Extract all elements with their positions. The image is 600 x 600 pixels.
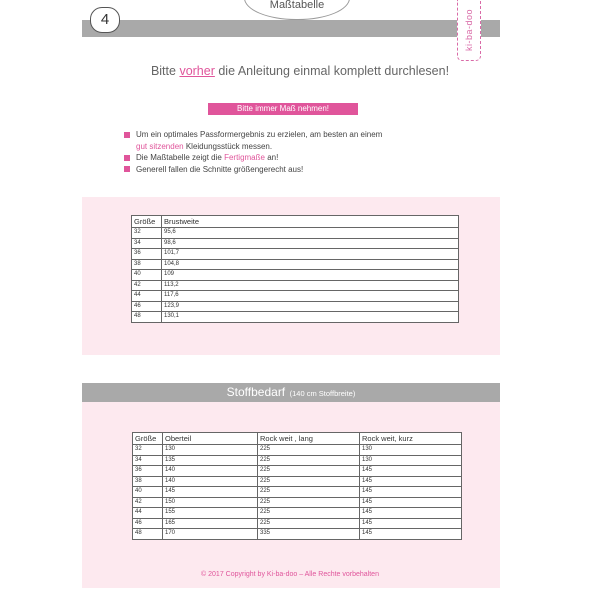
table-cell: 170 [163, 529, 258, 540]
table-cell: 46 [133, 518, 163, 529]
table-cell: 145 [360, 508, 462, 519]
table-row [132, 270, 459, 281]
table-cell: 225 [258, 518, 360, 529]
column-header: Brustweite [162, 216, 459, 228]
table-row [132, 259, 459, 270]
table-cell: 225 [258, 487, 360, 498]
bullet-text: Kleidungsstück messen. [185, 141, 273, 151]
table-cell: 48 [133, 529, 163, 540]
table-row [133, 455, 462, 466]
bullet-highlight: gut sitzenden [136, 141, 184, 151]
table-cell: 36 [132, 249, 162, 260]
table-cell: 150 [163, 497, 258, 508]
info-bullets [124, 129, 464, 175]
table-header-row [133, 433, 462, 445]
intro-emphasis: vorher [179, 64, 215, 78]
fabric-section-subtitle: (140 cm Stoffbreite) [289, 389, 356, 398]
table-cell: 135 [163, 455, 258, 466]
table-cell: 40 [132, 270, 162, 281]
column-header: Oberteil [163, 433, 258, 445]
column-header: Größe [133, 433, 163, 445]
table-cell: 335 [258, 529, 360, 540]
table-header-row [132, 216, 459, 228]
table-row [133, 497, 462, 508]
pink-square-icon [124, 132, 130, 138]
table-cell: 38 [132, 259, 162, 270]
table-row [133, 466, 462, 477]
table-cell: 98,6 [162, 238, 459, 249]
table-row [133, 529, 462, 540]
brand-logo [457, 0, 481, 61]
brand-name: ki-ba-doo [464, 8, 474, 52]
table-cell: 38 [133, 476, 163, 487]
pink-square-icon [124, 166, 130, 172]
table-cell: 145 [360, 529, 462, 540]
table-cell: 225 [258, 466, 360, 477]
table-cell: 32 [132, 228, 162, 239]
table-cell: 130 [360, 445, 462, 456]
table-cell: 34 [133, 455, 163, 466]
table-cell: 32 [133, 445, 163, 456]
table-cell: 40 [133, 487, 163, 498]
table-cell: 145 [360, 487, 462, 498]
table-cell: 95,6 [162, 228, 459, 239]
intro-suffix: die Anleitung einmal komplett durchlesen! [218, 64, 450, 78]
table-cell: 36 [133, 466, 163, 477]
header-bar [82, 20, 500, 37]
intro-prefix: Bitte [150, 64, 176, 78]
page-title: Maßtabelle [269, 0, 325, 11]
table-row [132, 249, 459, 260]
table-cell: 225 [258, 476, 360, 487]
page-number: 4 [90, 7, 120, 33]
list-item [124, 152, 464, 164]
column-header: Rock weit , lang [258, 433, 360, 445]
table-cell: 225 [258, 497, 360, 508]
bullet-text: Generell fallen die Schnitte größengerecht aus! [136, 164, 304, 174]
column-header: Größe [132, 216, 162, 228]
table-cell: 225 [258, 455, 360, 466]
table-cell: 44 [133, 508, 163, 519]
bullet-text: Die Maßtabelle zeigt die [136, 153, 222, 162]
table-cell: 155 [163, 508, 258, 519]
copyright-footer: © 2017 Copyright by Ki-ba-doo – Alle Rechte vorbehalten [201, 571, 379, 578]
table-cell: 113,2 [162, 280, 459, 291]
table-cell: 145 [163, 487, 258, 498]
table-cell: 109 [162, 270, 459, 281]
table-row [132, 238, 459, 249]
table-row [133, 445, 462, 456]
intro-headline [0, 64, 600, 78]
title-tab [244, 0, 350, 20]
table-cell: 140 [163, 476, 258, 487]
table-cell: 145 [360, 518, 462, 529]
bullet-highlight: Fertigmaße [224, 153, 265, 162]
pink-square-icon [124, 155, 130, 161]
table-cell: 130 [360, 455, 462, 466]
list-item [124, 129, 464, 152]
table-cell: 165 [163, 518, 258, 529]
table-row [132, 228, 459, 239]
table-row [132, 301, 459, 312]
measure-banner: Bitte immer Maß nehmen! [208, 103, 358, 115]
fabric-section-header [82, 383, 500, 402]
table-cell: 145 [360, 497, 462, 508]
table-cell: 225 [258, 445, 360, 456]
table-cell: 117,6 [162, 291, 459, 302]
table-cell: 42 [133, 497, 163, 508]
bullet-text: an! [267, 153, 279, 162]
table-cell: 48 [132, 312, 162, 323]
table-cell: 44 [132, 291, 162, 302]
table-cell: 140 [163, 466, 258, 477]
fabric-section-title: Stoffbedarf [226, 385, 286, 399]
table-cell: 130 [163, 445, 258, 456]
table-row [133, 487, 462, 498]
table-cell: 123,9 [162, 301, 459, 312]
list-item [124, 164, 464, 176]
table-cell: 46 [132, 301, 162, 312]
size-table [131, 215, 459, 323]
table-row [132, 280, 459, 291]
bullet-text: Um ein optimales Passformergebnis zu erzielen, am besten an einem [136, 130, 383, 139]
table-cell: 145 [360, 466, 462, 477]
table-cell: 42 [132, 280, 162, 291]
table-cell: 145 [360, 476, 462, 487]
table-row [132, 291, 459, 302]
table-row [133, 518, 462, 529]
column-header: Rock weit, kurz [360, 433, 462, 445]
table-cell: 104,8 [162, 259, 459, 270]
table-cell: 130,1 [162, 312, 459, 323]
table-cell: 34 [132, 238, 162, 249]
table-cell: 101,7 [162, 249, 459, 260]
fabric-table [132, 432, 462, 540]
table-row [132, 312, 459, 323]
table-row [133, 508, 462, 519]
table-row [133, 476, 462, 487]
table-cell: 225 [258, 508, 360, 519]
